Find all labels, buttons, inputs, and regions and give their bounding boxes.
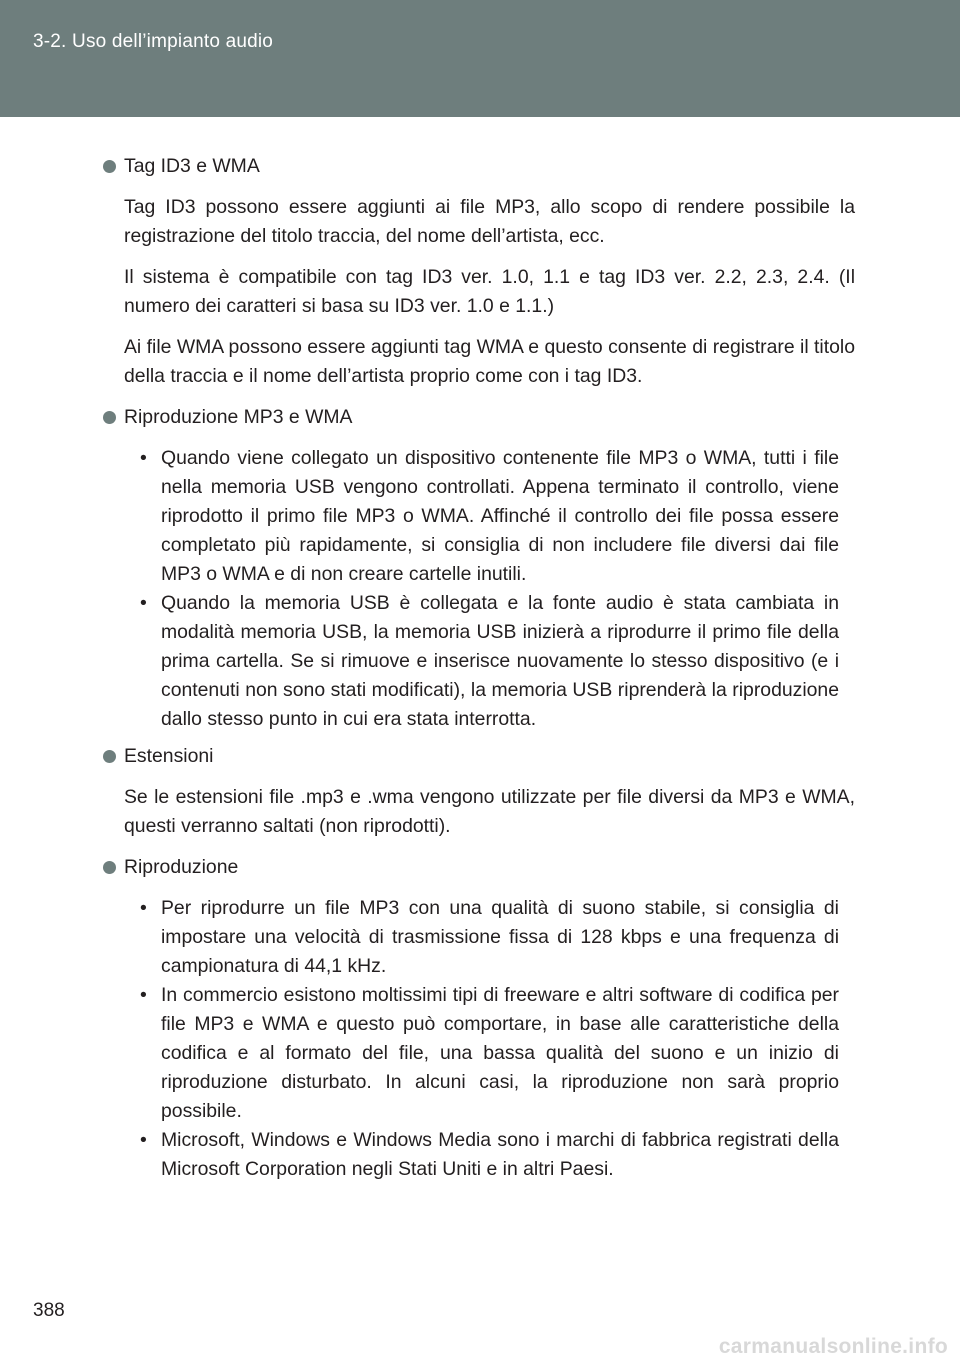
section-heading [124, 152, 855, 181]
page-number: 388 [33, 1300, 65, 1321]
bullet-dot-icon [103, 411, 116, 424]
section-heading-text: Riproduzione [124, 856, 239, 878]
bullet-dot-icon [103, 750, 116, 763]
paragraph: Ai file WMA possono essere aggiunti tag WMA e questo consente di registrare il titolo della traccia e il nome dell’artista proprio come con i tag ID3. [124, 336, 855, 387]
paragraph: Il sistema è compatibile con tag ID3 ver. 1.0, 1.1 e tag ID3 ver. 2.2, 2.3, 2.4. (Il numero dei caratteri si basa su ID3 ver. 1.0 e 1.1.) [124, 266, 855, 317]
page-content [124, 152, 855, 1192]
list-item: • Per riprodurre un file MP3 con una qualità di suono stabile, si consiglia di impostare una velocità di trasmissione fissa di 128 kbps e una frequenza di campionatura di 44,1 kHz. [124, 894, 855, 981]
watermark: carmanualsonline.info [718, 1335, 948, 1358]
section-heading [124, 742, 855, 771]
section-heading-text: Tag ID3 e WMA [124, 155, 260, 177]
list-item: • Microsoft, Windows e Windows Media sono i marchi di fabbrica registrati della Microsoft Corporation negli Stati Uniti e in altri Paesi. [124, 1126, 855, 1184]
list-item: • In commercio esistono moltissimi tipi di freeware e altri software di codifica per file MP3 e WMA e questo può comportare, in base alle caratteristiche della codifica e al formato del file, una bassa qualità del suono e un inizio di riproduzione disturbato. In alcuni casi, la riproduzione non sarà proprio possibile. [124, 981, 855, 1126]
section-tag-id3-wma [124, 152, 855, 391]
section-title: 3-2. Uso dell’impianto audio [33, 31, 274, 52]
bullet-list [124, 444, 855, 734]
section-riproduzione [124, 853, 855, 1184]
bullet-dot-icon [103, 861, 116, 874]
header-band [0, 0, 960, 117]
bullet-dot-icon [103, 160, 116, 173]
paragraph: Tag ID3 possono essere aggiunti ai file MP3, allo scopo di rendere possibile la registrazione del titolo traccia, del nome dell’artista, ecc. [124, 196, 855, 247]
section-heading-text: Estensioni [124, 745, 214, 767]
section-heading [124, 853, 855, 882]
list-item: • Quando viene collegato un dispositivo contenente file MP3 o WMA, tutti i file nella memoria USB vengono controllati. Appena terminato il controllo, viene riprodotto il primo file MP3 o WMA. Affinché il controllo dei file possa essere completato più rapidamente, si consiglia di non includere file diversi dai file MP3 o WMA e di non creare cartelle inutili. [124, 444, 855, 589]
section-riproduzione-mp3-wma [124, 403, 855, 734]
section-heading-text: Riproduzione MP3 e WMA [124, 406, 353, 428]
section-estensioni [124, 742, 855, 841]
paragraph: Se le estensioni file .mp3 e .wma vengono utilizzate per file diversi da MP3 e WMA, questi verranno saltati (non riprodotti). [124, 786, 855, 837]
list-item: • Quando la memoria USB è collegata e la fonte audio è stata cambiata in modalità memoria USB, la memoria USB inizierà a riprodurre il primo file della prima cartella. Se si rimuove e inserisce nuovamente lo stesso dispositivo (e i contenuti non sono stati modificati), la memoria USB riprenderà la riproduzione dallo stesso punto in cui era stata interrotta. [124, 589, 855, 734]
section-heading [124, 403, 855, 432]
bullet-list [124, 894, 855, 1184]
